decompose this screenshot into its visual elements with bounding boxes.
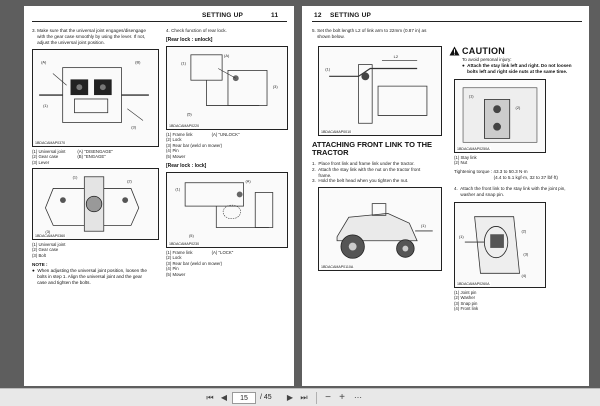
figure-2-caption: (1) Universal joint (2) Gear case (3) Bolt (32, 242, 66, 258)
last-page-icon[interactable]: ⏭ (300, 393, 308, 402)
page-number: 12 (314, 12, 322, 19)
svg-text:(2): (2) (127, 178, 132, 184)
svg-text:(A): (A) (245, 178, 251, 184)
figure-3-caption: (1) Frame link (A) "UNLOCK" (2) Lock (3) Rear bar (weld on mower) (4) Pin (5) Mower (166, 132, 240, 159)
svg-text:(1): (1) (468, 93, 474, 99)
zoom-out-icon[interactable]: − (325, 392, 331, 403)
caution-subtitle: To avoid personal injury: (462, 57, 512, 62)
step-3-text: 3. Make sure that the universal joint engages/disengage with the gear case smoothly by using the lever. If not, adjust the universal joint position. (32, 28, 146, 45)
svg-text:(A): (A) (41, 59, 47, 65)
rear-lock-title: [Rear lock : lock] (166, 163, 207, 169)
viewer-toolbar (0, 388, 600, 406)
figure-link-arm (318, 46, 442, 136)
universal-joint-illustration (33, 50, 158, 146)
svg-text:(1): (1) (72, 174, 78, 180)
page-number-input[interactable] (232, 392, 256, 404)
rear-unlock-title: [Rear lock : unlock] (166, 37, 213, 43)
header-rule (32, 21, 287, 22)
step-4-text: 4. Check function of rear lock. (166, 28, 227, 33)
caution-label: CAUTION (462, 46, 506, 56)
page-11 (24, 6, 294, 386)
more-options-icon[interactable]: ⋯ (354, 393, 362, 402)
figure-gear-case (32, 168, 159, 240)
svg-text:(5): (5) (186, 111, 192, 117)
figure-rear-lock (166, 172, 288, 248)
svg-text:(1): (1) (325, 66, 331, 72)
page-header-title: SETTING UP (330, 12, 372, 19)
figure-code: 1BDACAMAP0250A (457, 147, 490, 151)
figure-7-caption: (1) Stay link (2) Nut (454, 155, 477, 166)
svg-text:(1): (1) (43, 102, 48, 108)
section-title: ATTACHING FRONT LINK TO THE TRACTOR (312, 140, 432, 157)
figure-stay-link (454, 79, 546, 153)
front-link-illustration (455, 203, 545, 287)
note-heading: NOTE : (32, 262, 48, 267)
svg-text:(B): (B) (135, 59, 141, 65)
svg-text:(2): (2) (515, 105, 521, 111)
figure-code: 1BDACAMAP0220 (169, 124, 200, 128)
step-5-text: 5. Set the bolt length L2 of link arm to 22mm (0.87 in) as shown below. (312, 28, 427, 39)
svg-text:(1): (1) (181, 60, 186, 66)
figure-code: 1BDACAMAP0370 (35, 141, 66, 145)
attach-steps: 1. Place front link and frame link under the tractor. 2. Attach the stay link with the nut on the tractor front frame. 3. Hold the belt head when you tighten the nut. (312, 161, 421, 184)
svg-text:(1): (1) (175, 186, 181, 192)
svg-text:(3): (3) (272, 84, 278, 89)
caution-text: ● Attach the stay link left and right. Do not loosen bolts left and right side nuts at the same time. (462, 63, 572, 74)
rear-unlock-illustration (167, 47, 287, 129)
svg-text:(1): (1) (458, 234, 464, 240)
page-12 (302, 6, 589, 386)
next-page-icon[interactable]: ▶ (286, 393, 294, 402)
figure-1-caption: (1) Universal joint (A) "DISENGAGE" (2) Gear case (B) "ENGAGE" (3) Lever (32, 149, 113, 165)
note-text: ● When adjusting the universal joint position, loosen the bolts in step 1. Align the universal joint and the gear case and tighten the bolts. (32, 268, 147, 285)
previous-page-icon[interactable]: ◀ (220, 393, 228, 402)
link-arm-illustration (319, 47, 441, 135)
figure-4-caption: (1) Frame link (A) "LOCK" (2) Lock (3) Rear bar (weld on mower) (4) Pin (5) Mower (166, 250, 234, 277)
first-page-icon[interactable]: ⏮ (206, 393, 214, 402)
figure-code: 1BDACAMAP0230 (169, 242, 200, 246)
figure-8-caption: (1) Joint pin (2) Washer (3) Snap pin (4) Front link (454, 290, 479, 312)
svg-text:(1): (1) (421, 223, 426, 229)
svg-text:(3): (3) (45, 229, 51, 235)
page-header-title: SETTING UP (202, 12, 244, 19)
svg-text:(A): (A) (224, 52, 230, 58)
svg-text:(4): (4) (521, 273, 527, 279)
tractor-illustration (319, 188, 441, 270)
figure-code: 1BDACAMAP0360 (35, 234, 66, 238)
svg-text:L2: L2 (393, 53, 399, 59)
gear-case-illustration (33, 169, 158, 239)
header-rule (312, 21, 582, 22)
warning-triangle-icon (449, 46, 460, 56)
figure-code: 1BDACAMAP0260A (457, 282, 490, 286)
figure-rear-unlock (166, 46, 288, 130)
svg-text:(2): (2) (521, 228, 527, 234)
stay-link-illustration (455, 80, 545, 152)
figure-tractor (318, 187, 442, 271)
zoom-in-icon[interactable]: + (339, 392, 345, 403)
svg-text:(3): (3) (523, 251, 529, 257)
toolbar-divider (316, 392, 317, 404)
page-total: / 45 (260, 394, 272, 401)
tightening-torque: Tightening torque : 43.3 to 50.3 N·m (4.4 to 5.1 kgf·m, 32 to 37 lbf·ft) (454, 169, 558, 180)
figure-code: 1BDACAMAP0110A (321, 265, 354, 269)
page-number: 11 (271, 12, 279, 19)
figure-front-link (454, 202, 546, 288)
figure-code: 1BDACAMAP0010 (321, 130, 352, 134)
step-4-attach-text: 4. Attach the front link to the stay link with the joint pin, washer and snap pin. (454, 186, 566, 197)
svg-text:(3): (3) (131, 124, 137, 130)
rear-lock-illustration (167, 173, 287, 247)
figure-universal-joint (32, 49, 159, 147)
svg-text:(5): (5) (189, 233, 194, 239)
